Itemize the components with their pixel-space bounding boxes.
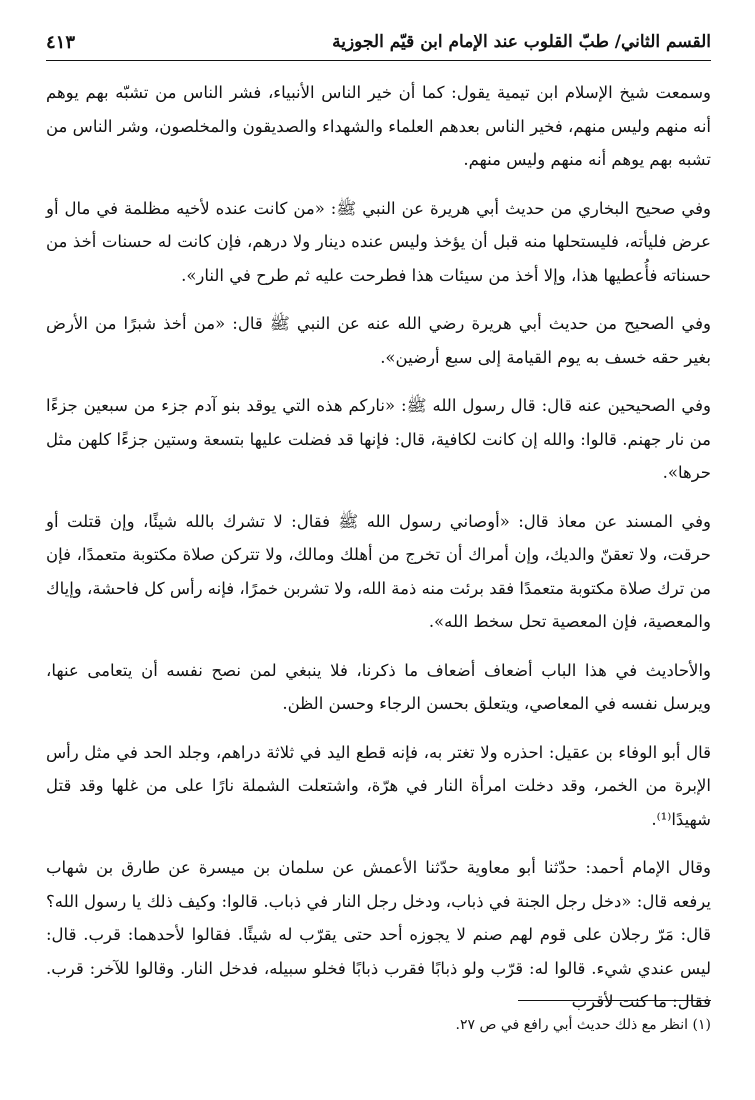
footnote-rule bbox=[518, 1000, 711, 1001]
page-number: ٤١٣ bbox=[46, 32, 76, 53]
paragraph-ibn-taymiyya: وسمعت شيخ الإسلام ابن تيمية يقول: كما أن خير الناس الأنبياء، فشر الناس من تشبّه بهم يوهم أنه منهم وليس منهم، فخير الناس بعدهم العلماء والشهداء والصديقون والمخلصون، وشر الناس من تشبه بهم يوهم أنه منهم وليس منهم. bbox=[46, 83, 711, 169]
paragraph-ibn-aqil: قال أبو الوفاء بن عقيل: احذره ولا تغتر به، فإنه قطع اليد في ثلاثة دراهم، وجلد الحد في مثل رأس الإبرة من الخمر، وقد دخلت امرأة النار في هرّة، واشتعلت الشملة نارًا على من غلها وقد قتل شهيدًا⁽¹⁾. bbox=[46, 742, 711, 829]
paragraph-fire-hadith: وفي الصحيحين عنه قال: قال رسول الله ﷺ: «ناركم هذه التي يوقد بنو آدم جزء من سبعين جزءًا من نار جهنم. قالوا: والله إن كانت لكافية، قال: فإنها قد فضلت عليها بتسعة وستين جزءًا كلهن مثل حرها». bbox=[46, 396, 711, 482]
running-title: القسم الثاني/ طبّ القلوب عند الإمام ابن قيّم الجوزية bbox=[332, 32, 711, 52]
footnote: (١) انظر مع ذلك حديث أبي رافع في ص ٢٧. bbox=[455, 1017, 711, 1033]
paragraph-hadith-commentary: والأحاديث في هذا الباب أضعاف أضعاف ما ذكرنا، فلا ينبغي لمن نصح نفسه أن يتعامى عنها، ويرسل نفسه في المعاصي، ويتعلق بحسن الرجاء وحسن الظن. bbox=[46, 660, 711, 713]
paragraph-muadh-hadith: وفي المسند عن معاذ قال: «أوصاني رسول الله ﷺ فقال: لا تشرك بالله شيئًا، وإن قتلت أو حرقت، ولا تعقنّ والديك، وإن أمراك أن تخرج من أهلك ومالك، ولا تتركن صلاة مكتوبة متعمدًا، فإن من ترك صلاة مكتوبة متعمدًا فقد برئت منه ذمة الله، ولا تشربن خمرًا، فإنه رأس كل فاحشة، وإياك والمعصية، فإن المعصية تحل سخط الله». bbox=[45, 511, 711, 631]
page-header bbox=[46, 32, 711, 60]
paragraph-bukhari-hadith: وفي صحيح البخاري من حديث أبي هريرة عن النبي ﷺ: «من كانت عنده لأخيه مظلمة في مال أو عرض فليأته، فليستحلها منه قبل أن يؤخذ وليس عنده دينار ولا درهم، فإن كانت له حسنات أخذ من حسناته فأُعطيها هذا، وإلا أخذ من سيئات هذا فطرحت عليه ثم طرح في النار». bbox=[46, 198, 711, 285]
paragraph-imam-ahmad: وقال الإمام أحمد: حدّثنا أبو معاوية حدّثنا الأعمش عن سلمان بن ميسرة عن طارق بن شهاب يرفعه قال: «دخل رجل الجنة في ذباب، ودخل رجل النار في ذباب. قالوا: وكيف ذلك يا رسول الله؟ قال: مَرّ رجلان على قوم لهم صنم لا يجوزه أحد حتى يقرّب له شيئًا. فقالوا لأحدهما: قرب. قال: ليس عندي شيء. قالوا له: قرّب ولو ذبابًا فقرب ذبابًا فخلو سبيله، فدخل النار. وقالوا للآخر: قرب. فقال: ما كنت لأقرب bbox=[46, 858, 711, 1011]
header-rule bbox=[46, 60, 711, 61]
body-text bbox=[46, 76, 711, 1034]
paragraph-land-hadith: وفي الصحيح من حديث أبي هريرة رضي الله عنه عن النبي ﷺ قال: «من أخذ شبرًا من الأرض بغير حقه خسف به يوم القيامة إلى سبع أرضين». bbox=[46, 314, 711, 367]
